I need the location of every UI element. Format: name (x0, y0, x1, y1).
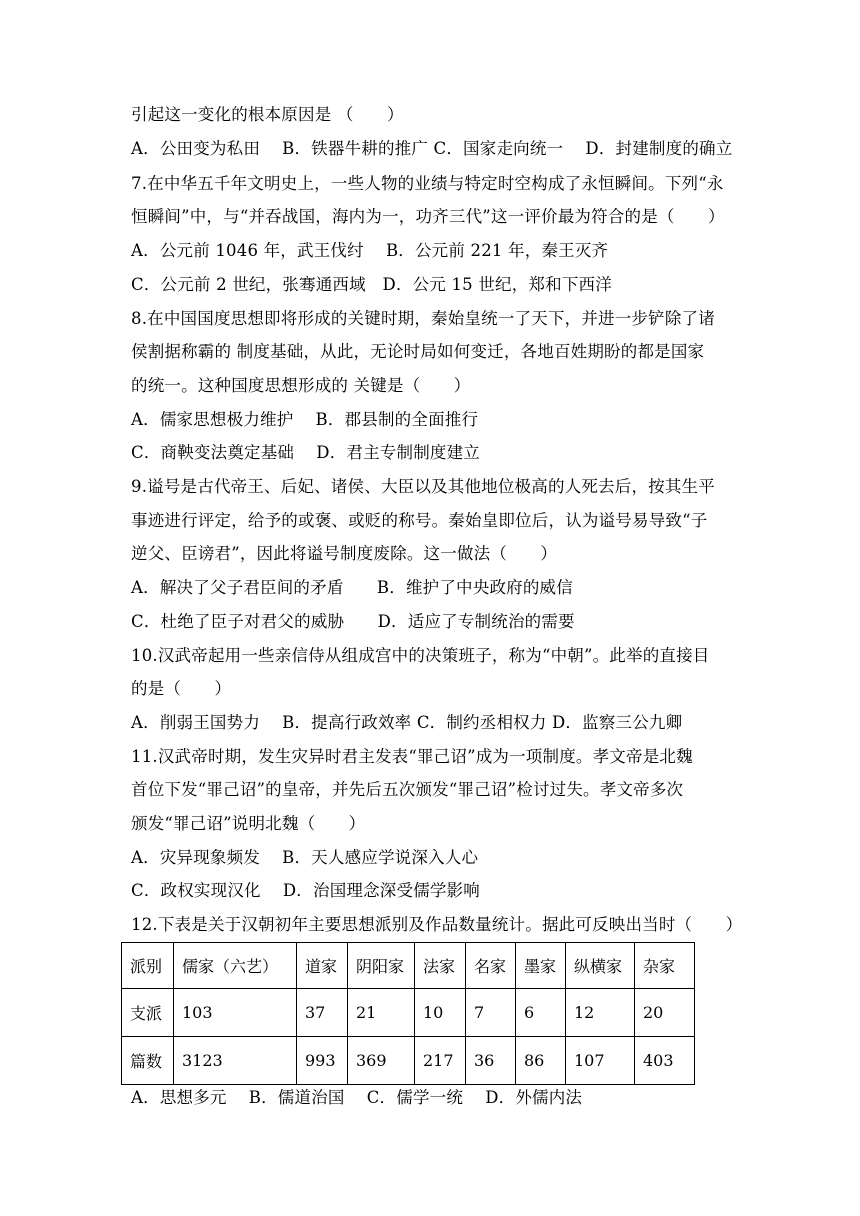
question-11-stem-line-2: 首位下发“罪己诏”的皇帝，并先后五次颁发“罪己诏”检讨过失。孝文帝多次 (131, 780, 684, 799)
table-cell: 派别 (122, 943, 174, 989)
table-cell: 217 (415, 1037, 466, 1085)
question-10-options: A．削弱王国势力 B．提高行政效率 C．制约丞相权力 D．监察三公九卿 (131, 713, 683, 732)
question-6-stem: 引起这一变化的根本原因是 （ ） (131, 105, 404, 124)
table-cell: 支派 (122, 989, 174, 1037)
question-8-stem-line-2: 侯割据称霸的 制度基础，从此，无论时局如何变迁，各地百姓期盼的都是国家 (131, 342, 705, 361)
question-9-stem-line-3: 逆父、臣谤君”，因此将谥号制度废除。这一做法（ ） (131, 544, 558, 563)
table-cell: 103 (174, 989, 297, 1037)
question-7-options-cd: C．公元前 2 世纪，张骞通西域 D．公元 15 世纪，郑和下西洋 (131, 275, 612, 294)
table-row (122, 1037, 695, 1085)
table-cell: 阴阳家 (348, 943, 415, 989)
table-cell: 107 (566, 1037, 635, 1085)
question-11-stem-line-1: 11.汉武帝时期，发生灾异时君主发表“罪己诏”成为一项制度。孝文帝是北魏 (131, 747, 693, 766)
question-8-options-ab: A．儒家思想极力维护 B．郡县制的全面推行 (131, 410, 479, 429)
table-cell: 名家 (466, 943, 516, 989)
question-7-options-ab: A．公元前 1046 年，武王伐纣 B．公元前 221 年，秦王灭齐 (131, 241, 609, 260)
question-10-stem-line-1: 10.汉武帝起用一些亲信侍从组成宫中的决策班子，称为“中朝”。此举的直接目 (131, 646, 710, 665)
question-12-stem: 12.下表是关于汉朝初年主要思想派别及作品数量统计。据此可反映出当时（ ） (131, 915, 743, 934)
table-cell: 墨家 (516, 943, 566, 989)
question-7-stem-line-2: 恒瞬间”中，与“并吞战国，海内为一，功齐三代”这一评价最为符合的是（ ） (131, 207, 725, 226)
table-cell: 20 (635, 989, 695, 1037)
table-cell: 纵横家 (566, 943, 635, 989)
school-statistics-table (121, 942, 695, 1085)
table-cell: 10 (415, 989, 466, 1037)
table-cell: 21 (348, 989, 415, 1037)
table-cell: 12 (566, 989, 635, 1037)
table-cell: 杂家 (635, 943, 695, 989)
question-12-options: A．思想多元 B．儒道治国 C．儒学一统 D．外儒内法 (131, 1088, 583, 1107)
table-cell: 7 (466, 989, 516, 1037)
question-11-options-cd: C．政权实现汉化 D．治国理念深受儒学影响 (131, 881, 480, 900)
table-cell: 3123 (174, 1037, 297, 1085)
table-cell: 6 (516, 989, 566, 1037)
question-8-options-cd: C．商鞅变法奠定基础 D．君主专制制度建立 (131, 443, 480, 462)
question-9-stem-line-1: 9.谥号是古代帝王、后妃、诸侯、大臣以及其他地位极高的人死去后，按其生平 (131, 477, 715, 496)
table-cell: 37 (297, 989, 348, 1037)
table-cell: 篇数 (122, 1037, 174, 1085)
question-9-options-ab: A．解决了父子君臣间的矛盾 B．维护了中央政府的威信 (131, 578, 573, 597)
table-cell: 403 (635, 1037, 695, 1085)
table-row (122, 989, 695, 1037)
question-8-stem-line-1: 8.在中国国度思想即将形成的关键时期，秦始皇统一了天下，并进一步铲除了诸 (131, 309, 715, 328)
question-8-stem-line-3: 的统一。这种国度思想形成的 关键是（ ） (131, 376, 471, 395)
table-cell: 86 (516, 1037, 566, 1085)
question-7-stem-line-1: 7.在中华五千年文明史上，一些人物的业绩与特定时空构成了永恒瞬间。下列“永 (131, 174, 724, 193)
question-11-options-ab: A．灾异现象频发 B．天人感应学说深入人心 (131, 848, 479, 867)
table-header-row (122, 943, 695, 989)
table-cell: 法家 (415, 943, 466, 989)
question-9-options-cd: C．杜绝了臣子对君父的威胁 D．适应了专制统治的需要 (131, 612, 575, 631)
question-9-stem-line-2: 事迹进行评定，给予的或褒、或贬的称号。秦始皇即位后，认为谥号易导致“子 (131, 511, 708, 530)
question-10-stem-line-2: 的是（ ） (131, 679, 232, 698)
table-cell: 道家 (297, 943, 348, 989)
table-cell: 369 (348, 1037, 415, 1085)
table-cell: 儒家（六艺） (174, 943, 297, 989)
table-cell: 993 (297, 1037, 348, 1085)
table-cell: 36 (466, 1037, 516, 1085)
question-6-options: A．公田变为私田 B．铁器牛耕的推广 C．国家走向统一 D．封建制度的确立 (131, 139, 733, 158)
question-11-stem-line-3: 颁发“罪己诏”说明北魏（ ） (131, 814, 366, 833)
